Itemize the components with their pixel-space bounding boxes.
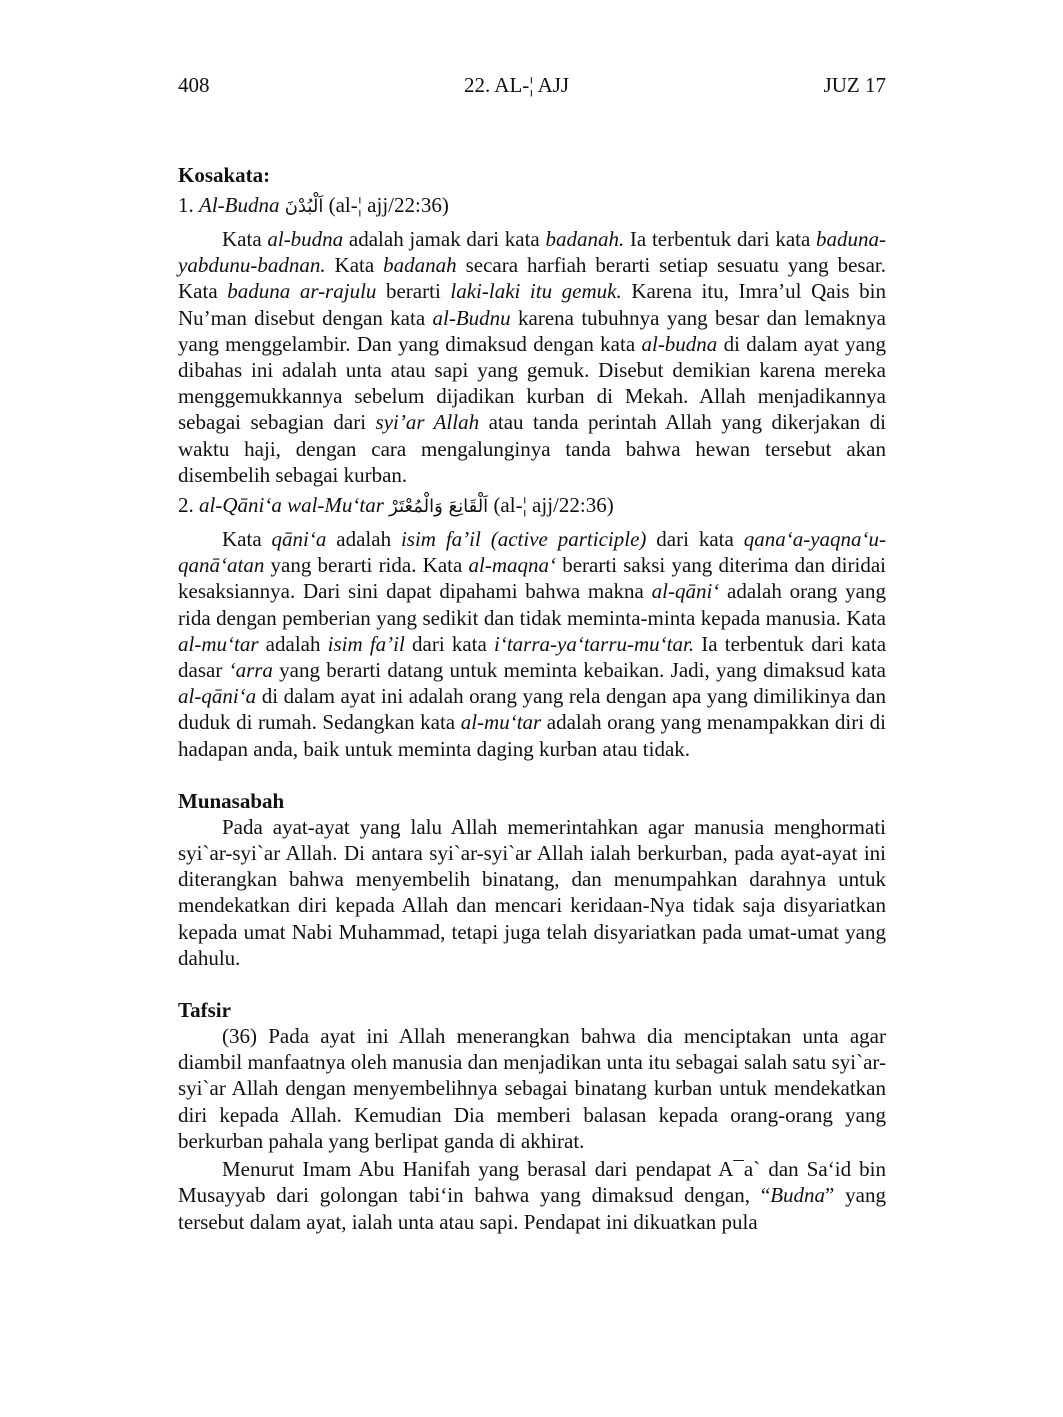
term-2-heading: [178, 490, 886, 522]
text-run: di dalam ayat yang dibahas ini adalah unta atau sapi yang gemuk. Disebut demikian karena mereka menggemukkannya sebelum dijadikan kurban di Mekah. Allah menjadikannya sebagai sebagian dari: [178, 331, 886, 435]
text-run: dari kata: [404, 631, 494, 656]
text-run: yang berarti datang untuk meminta kebaikan. Jadi, yang dimaksud kata: [272, 658, 886, 683]
text-run: adalah orang yang menampakkan diri di hadapan anda, baik untuk meminta daging kurban atau tidak.: [178, 710, 886, 761]
term-reference: (al-¦ ajj/22:36): [323, 193, 449, 217]
term-number: 2.: [178, 493, 199, 518]
text-run: Kata: [222, 527, 272, 552]
text-run: syi’ar Allah: [375, 410, 480, 435]
text-run: adalah: [326, 527, 401, 552]
term-arabic: اَلْبُدْنَ: [284, 196, 324, 217]
term-2-definition: [178, 526, 886, 762]
term-number: 1.: [178, 193, 199, 217]
text-run: ” yang tersebut dalam ayat, ialah unta atau sapi. Pendapat ini dikuatkan pula: [178, 1183, 886, 1234]
text-run: al-mu‘tar: [178, 631, 259, 656]
munasabah-paragraph: Pada ayat-ayat yang lalu Allah memerintahkan agar manusia menghormati syi`ar-syi`ar Allah. Di antara syi`ar-syi`ar Allah ialah berkurban, pada ayat-ayat ini diterangkan bahwa menyembelih binatang, dan menumpahkan darahnya untuk mendekatkan diri kepada Allah dan mencari keridaan-Nya tidak saja disyariatkan kepada umat Nabi Muhammad, tetapi juga telah disyariatkan pada umat-umat yang dahulu.: [178, 814, 886, 970]
tafsir-paragraph-2: [178, 1156, 886, 1235]
term-arabic: اَلْقَانِعَ وَالْمُعْتَرْ: [389, 496, 489, 518]
text-run: isim fa’il (active participle): [400, 527, 647, 552]
text-run: al-qāni‘a: [178, 684, 257, 709]
text-run: adalah jamak dari kata: [343, 227, 546, 251]
term-name: Al-Budna: [199, 193, 280, 217]
text-run: al-maqna‘: [468, 553, 557, 578]
text-run: Budna: [770, 1183, 826, 1208]
text-run: berarti saksi yang diterima dan diridai kesaksiannya. Dari sini dapat dipahami bahwa makna: [178, 553, 886, 604]
term-1-definition: [178, 226, 886, 488]
text-run: al-budna: [267, 227, 344, 251]
text-run: baduna ar-rajulu: [227, 279, 377, 304]
text-run: laki-laki itu gemuk.: [450, 279, 622, 304]
term-reference: (al-¦ ajj/22:36): [488, 493, 614, 518]
text-run: berarti: [376, 279, 451, 304]
term-1-heading: [178, 190, 886, 222]
tafsir-heading: Tafsir: [178, 998, 231, 1023]
page: [178, 70, 886, 1235]
running-header: [178, 70, 886, 100]
text-run: badanah.: [545, 227, 625, 251]
text-run: Kata: [325, 253, 384, 278]
tafsir-paragraph-1: (36) Pada ayat ini Allah menerangkan bahwa dia menciptakan unta agar diambil manfaatnya oleh manusia dan menjadikan unta itu sebagai salah satu syi`ar-syi`ar Allah dengan menyembelihnya sebagai binatang kurban untuk mendekatkan diri kepada Allah. Kemudian Dia memberi balasan kepada orang-orang yang berkurban pahala yang berlipat ganda di akhirat.: [178, 1024, 886, 1153]
text-run: Kata: [222, 227, 268, 251]
munasabah-heading: Munasabah: [178, 788, 285, 813]
text-run: isim fa’il: [327, 631, 405, 656]
text-run: Ia terbentuk dari kata dasar: [178, 631, 887, 683]
text-run: yang berarti rida. Kata: [264, 553, 469, 578]
text-run: qana‘a-yaqna‘u-qanā‘atan: [178, 527, 886, 578]
text-run: atau tanda perintah Allah yang dikerjakan di waktu haji, dengan cara mengalunginya tanda bahwa hewan tersebut akan disembelih sebagai kurban.: [178, 410, 886, 487]
text-run: al-qāni‘: [651, 579, 720, 604]
text-run: al-mu‘tar: [460, 710, 542, 735]
text-run: al-Budnu: [432, 305, 511, 330]
text-run: ‘arra: [228, 658, 273, 683]
text-run: secara harfiah berarti setiap sesuatu yang besar. Kata: [178, 253, 886, 304]
term-name: al-Qāni‘a wal-Mu‘tar: [199, 493, 384, 518]
text-run: qāni‘a: [271, 527, 327, 552]
tafsir-section: [178, 997, 886, 1235]
text-run: Karena itu, Imra’ul Qais bin Nu’man disebut dengan kata: [178, 279, 886, 330]
juz-label: JUZ 17: [823, 73, 886, 97]
text-run: baduna-yabdunu-badnan.: [178, 227, 886, 278]
text-run: dari kata: [646, 527, 744, 552]
text-run: di dalam ayat ini adalah orang yang rela dengan apa yang dimilikinya dan duduk di rumah. Sedangkan kata: [178, 684, 886, 735]
text-run: adalah orang yang rida dengan pemberian yang sedikit dan tidak meminta-minta kepada manusia. Kata: [178, 579, 887, 630]
text-run: badanah: [383, 253, 457, 278]
text-run: karena tubuhnya yang besar dan lemaknya yang menggelambir. Dan yang dimaksud dengan kata: [178, 305, 886, 356]
text-run: al-budna: [641, 331, 718, 356]
kosakata-section: [178, 162, 886, 762]
text-run: adalah: [258, 631, 328, 656]
page-number: 408: [178, 73, 210, 97]
chapter-title: 22. AL-¦ AJJ: [463, 73, 570, 97]
text-run: i‘tarra-ya‘tarru-mu‘tar.: [494, 631, 695, 656]
kosakata-heading: Kosakata:: [178, 163, 271, 187]
munasabah-section: [178, 788, 886, 971]
text-run: Ia terbentuk dari kata: [624, 227, 816, 251]
text-run: Menurut Imam Abu Hanifah yang berasal dari pendapat A¯a` dan Sa‘id bin Musayyab dari golongan tabi‘in bahwa yang dimaksud dengan, “: [178, 1157, 886, 1208]
